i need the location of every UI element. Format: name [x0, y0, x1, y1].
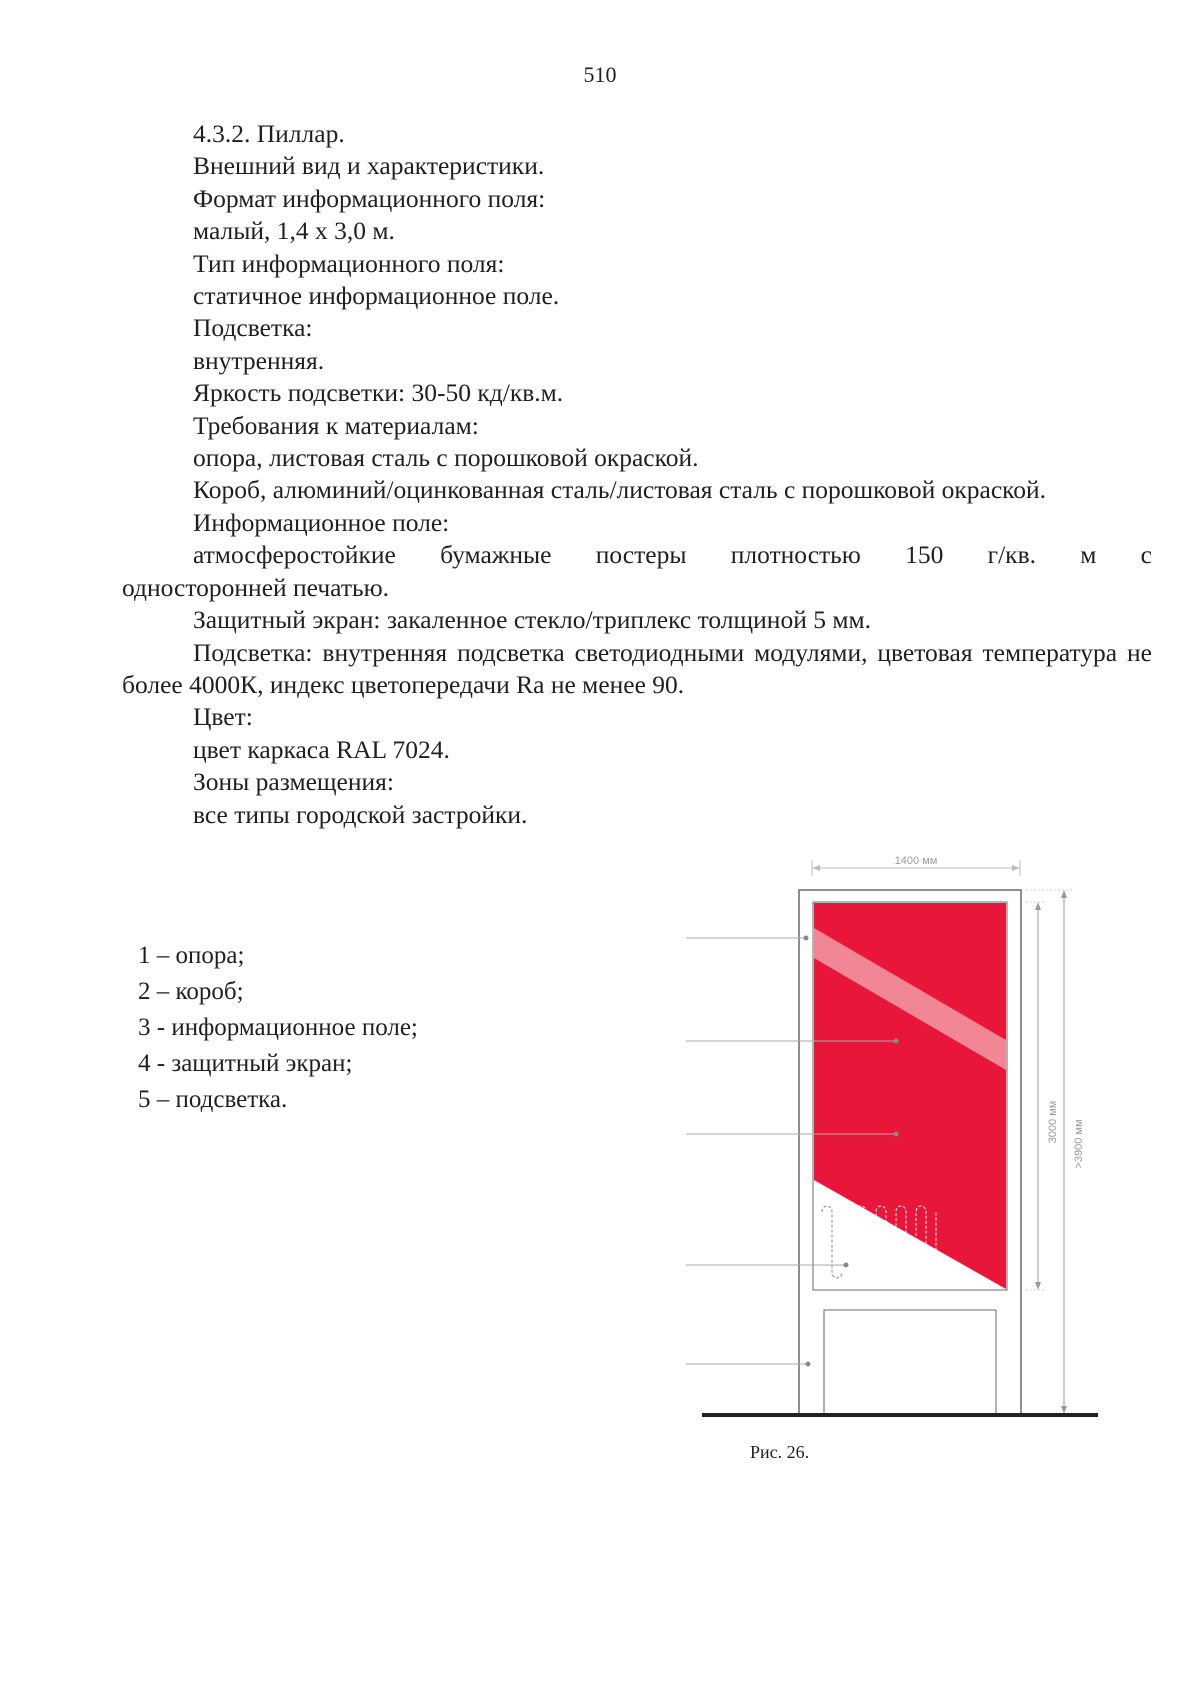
total-height-label: >3900 мм — [1073, 1119, 1085, 1169]
screen-line: Защитный экран: закаленное стекло/триплекс толщиной 5 мм. — [193, 605, 871, 635]
section-heading: 4.3.2. Пиллар. — [193, 119, 345, 148]
legend-item-box: 2 – короб; — [138, 978, 244, 1005]
field-label: Информационное поле: — [193, 507, 450, 537]
field-value-line2: односторонней печатью. — [122, 572, 390, 602]
lighting-paragraph: Подсветка: внутренняя подсветка светодиодными модулями, цветовая температура не более 4000К, индекс цветопередачи Ra не менее 90. — [122, 637, 1152, 699]
materials-label: Требования к материалам: — [193, 410, 479, 440]
legend-item-support: 1 – опора; — [138, 942, 245, 969]
box-line: Короб, алюминий/оцинкованная сталь/листовая сталь с порошковой окраской. — [193, 475, 1047, 505]
field-height-label: 3000 мм — [1047, 1100, 1059, 1144]
page-number: 510 — [583, 62, 617, 87]
figure-legend — [138, 938, 418, 1118]
color-label: Цвет: — [193, 702, 253, 732]
base-cabinet — [824, 1310, 996, 1414]
width-dimension — [812, 855, 1020, 876]
document-body — [122, 118, 1152, 831]
color-value: цвет каркаса RAL 7024. — [193, 734, 450, 764]
field-height-dimension — [1026, 902, 1059, 1290]
field-value-line1: атмосферостойкие бумажные постеры плотностью 150 г/кв. м с — [193, 540, 1152, 570]
support-line: опора, листовая сталь с порошковой окраской. — [193, 443, 699, 473]
total-height-dimension — [1026, 890, 1085, 1414]
figure-caption: Рис. 26. — [750, 1442, 810, 1462]
light-label: Подсветка: — [193, 313, 313, 343]
legend-item-info-field: 3 - информационное поле; — [138, 1014, 418, 1041]
legend-item-screen: 4 - защитный экран; — [138, 1050, 353, 1077]
width-label: 1400 мм — [894, 855, 938, 867]
zones-value: все типы городской застройки. — [193, 799, 528, 829]
zones-label: Зоны размещения: — [193, 767, 394, 797]
pillar-svg — [686, 852, 1106, 1442]
type-label: Тип информационного поля: — [193, 248, 505, 278]
format-value: малый, 1,4 х 3,0 м. — [193, 216, 395, 246]
pillar-drawing — [686, 852, 1106, 1442]
legend-item-lighting: 5 – подсветка. — [138, 1086, 288, 1113]
light-value: внутренняя. — [193, 345, 325, 375]
format-label: Формат информационного поля: — [193, 183, 546, 213]
appearance-line: Внешний вид и характеристики. — [193, 151, 545, 181]
brightness-line: Яркость подсветки: 30-50 кд/кв.м. — [193, 378, 564, 408]
type-value: статичное информационное поле. — [193, 281, 560, 311]
